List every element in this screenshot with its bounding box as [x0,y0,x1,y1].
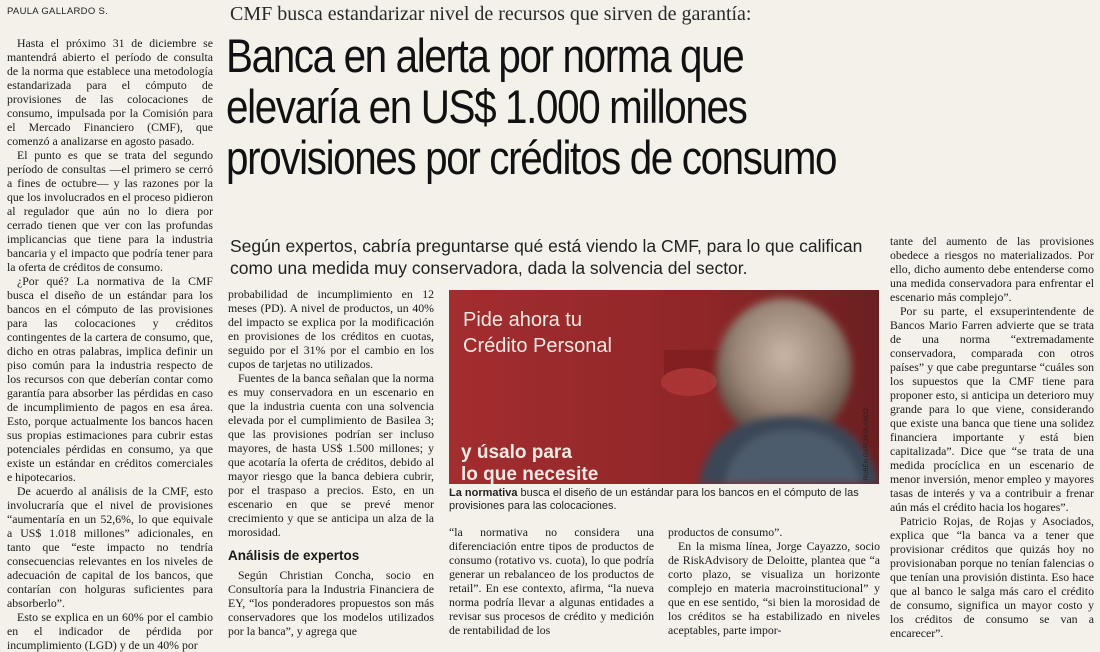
column-2 [228,287,434,638]
paragraph: Según Christian Concha, socio en Consultoría para la Industria Financiera de EY, “los ponderadores propuestos son más conservadores que los modelos utilizados por la banca”, y agrega que [228,568,434,638]
paragraph: En la misma línea, Jorge Cayazzo, socio de RiskAdvisory de Deloitte, plantea que “a corto plazo, se visualiza un horizonte complejo en materia macroinstitucional” y que en ese sentido, “si bien la morosidad de los créditos se ha estabilizado en niveles aceptables, parte impor- [668,539,880,637]
sign-text: lo que necesite [461,464,599,484]
paragraph: De acuerdo al análisis de la CMF, esto involucraría que el nivel de provisiones “aumentaría en un 52,6%, lo que equivale a US$ 1.018 millones” adicionales, en tanto que “este impacto no tendría consecuencias relevantes en los niveles de adecuación de capital de los bancos, que contarían con holguras suficientes para absorberlo”. [7,484,213,610]
paragraph: productos de consumo”. [668,525,783,539]
photo-illustration [449,290,879,484]
sign-text: y úsalo para [461,442,572,463]
headline [226,30,974,183]
headline-line: Banca en alerta por norma que [226,29,744,82]
column-3 [449,525,654,637]
paragraph: El punto es que se trata del segundo período de consultas —el primero se cerró a fines de octubre— y las razones por la que los involucrados en el proceso pidieron al regulador que aún no lo diera por cerrado tienen que ver con las profundas implicancias que tiene para la industria bancaria y el impacto que podría tener para la oferta de créditos de consumo. [7,148,213,274]
column-1 [7,36,213,652]
paragraph: Esto se explica en un 60% por el cambio en el indicador de pérdida por incumplimiento (LGD) y de un 40% por [7,610,213,652]
column-5 [890,234,1094,640]
headline-line: provisiones por créditos de consumo [226,131,837,184]
paragraph: “la normativa no considera una diferenciación entre tipos de productos de consumo (rotativo vs. cuota), lo que podría generar un rebalanceo de los productos de retail”. En ese contexto, afirma, “la nueva norma podría llevar a algunas entidades a revisar sus procesos de crédito y medición de rentabilidad de los [449,525,654,637]
column-4 [668,525,880,637]
paragraph: ¿Por qué? La normativa de la CMF busca el diseño de un estándar para los bancos en el cómputo de las provisiones para las colocaciones y créditos contingentes de la cartera de consumo, que, dicho en otras palabras, implica definir un piso común para la industria respecto de los recursos con que deberían contar como garantía para absorber las pérdidas en caso de incumplimiento de pagos en esa área. Esto, porque actualmente los bancos hacen sus propias estimaciones para cubrir estas potenciales pérdidas en consumo, ya que existe un estándar en créditos comerciales e hipotecarios. [7,274,213,484]
paragraph: Fuentes de la banca señalan que la norma es muy conservadora en un escenario en que la industria cuenta con una solvencia elevada por el cumplimiento de Basilea 3; que las provisiones podrían ser incluso mayores, de hasta US$ 1.500 millones; y que acotaría la oferta de créditos, debido al mayor riesgo que la banca debiera cubrir, por el traspaso a precios. Esto, en un escenario en que se prevé menor crecimiento y que se anticipa un alza de la morosidad. [228,371,434,539]
paragraph: Hasta el próximo 31 de diciembre se mantendrá abierto el período de consulta de la norma que establece una metodología estandarizada para el cómputo de provisiones de las colocaciones de consumo, impulsada por la Comisión para el Mercado Financiero (CMF), que comenzó a analizarse en agosto pasado. [7,36,213,148]
paragraph: Por su parte, el exsuperintendente de Bancos Mario Farren advierte que se trata de una norma “extremadamente conservadora, comparada con otros países” y que cabe preguntarse “cuáles son los supuestos que la CMF tiene para proponer esto, si anticipa un deterioro muy grande para lo que viene, considerando que existe una banca que tiene una solidez financiera importante y está bien capitalizada”. Dice que “se trata de una medida procíclica en un escenario de menor inversión, menor empleo y mayores tasas de interés y va a contribuir a frenar aún más el crédito hacia los hogares”. [890,304,1094,514]
byline: PAULA GALLARDO S. [7,6,109,17]
paragraph: tante del aumento de las provisiones obedece a riesgos no materializados. Por ello, dicho aumento debe entenderse como una medida conservadora para enfrentar el escenario más complejo”. [890,234,1094,304]
caption-text: busca el diseño de un estándar para los bancos en el cómputo de las provisiones para las colocaciones. [449,487,859,512]
paragraph: probabilidad de incumplimiento en 12 meses (PD). A nivel de productos, un 40% del impacto se explica por la modificación en provisiones de los créditos en cuotas, seguido por el 31% por el cambio en los cupos de tarjetas no utilizados. [228,287,434,371]
sign-text: Crédito Personal [463,335,612,357]
kicker: CMF busca estandarizar nivel de recursos que sirven de garantía: [230,3,752,25]
photo [449,290,879,484]
photo-caption [449,487,879,513]
deck-subtitle: Según expertos, cabría preguntarse qué está viendo la CMF, para lo que califican como una medida muy conservadora, dada la solvencia del sector. [230,236,863,278]
photo-credit: RUBÉN GARCÍA BLANCO [864,408,870,480]
headline-line: elevaría en US$ 1.000 millones [226,80,747,133]
section-subhead: Análisis de expertos [228,548,360,563]
paragraph: Patricio Rojas, de Rojas y Asociados, explica que “la banca va a tener que provisionar créditos que quizás hoy no provisionaban porque no tenían falencias o que tenían una provisión distinta. Eso hace que al banco le salga más caro el crédito de consumo, significa un mayor costo y los créditos de consumo se van a encarecer”. [890,514,1094,640]
sign-text: Pide ahora tu [463,309,582,331]
caption-lead: La normativa [449,487,518,499]
